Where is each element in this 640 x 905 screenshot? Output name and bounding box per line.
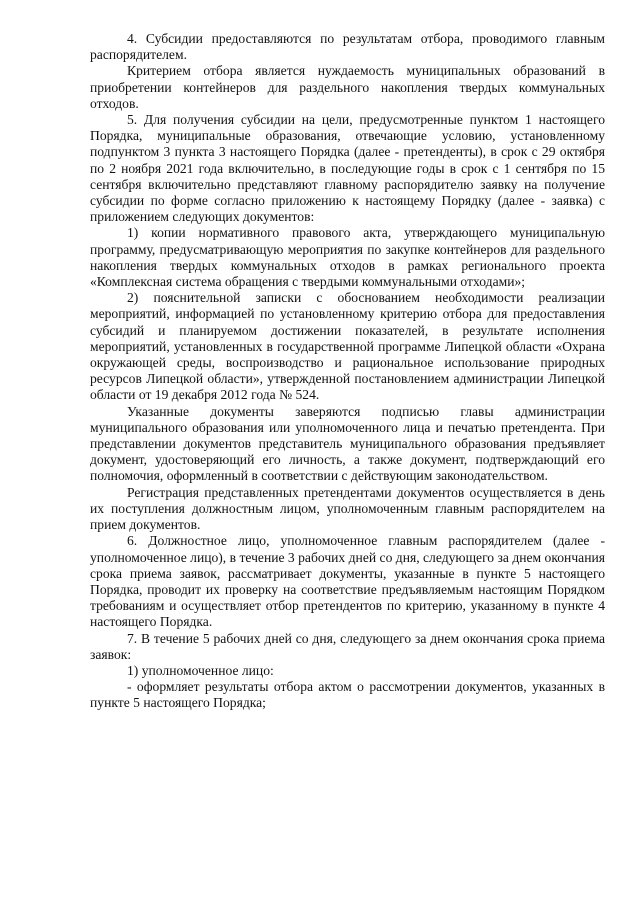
- paragraph-dash-selection-act: - оформляет результаты отбора актом о рассмотрении документов, указанных в пункте 5 настоящего Порядка;: [90, 679, 605, 711]
- document-page: [90, 31, 605, 712]
- paragraph-subitem-2-explanatory-note: 2) пояснительной записки с обоснованием необходимости реализации мероприятий, информацией по установленному критерию отбора для предоставления субсидий и планируемом достижении показателей, в результате исполнения мероприятий, установленных в государственной программе Липецкой области «Охрана окружающей среды, воспроизводство и рациональное использование природных ресурсов Липецкой области», утвержденной постановлением администрации Липецкой области от 19 декабря 2012 года № 524.: [90, 290, 605, 403]
- paragraph-subitem-1-legal-act: 1) копии нормативного правового акта, утверждающего муниципальную программу, предусматривающую мероприятия по закупке контейнеров для раздельного накопления твердых коммунальных отходов в рамках регионального проекта «Комплексная система обращения с твердыми коммунальными отходами»;: [90, 225, 605, 290]
- paragraph-item-4-subsidies: 4. Субсидии предоставляются по результатам отбора, проводимого главным распорядителем.: [90, 31, 605, 63]
- paragraph-item-5-application: 5. Для получения субсидии на цели, предусмотренные пунктом 1 настоящего Порядка, муниципальные образования, отвечающие условию, установленному подпунктом 3 пункта 3 настоящего Порядка (далее - претенденты), в срок с 29 октября по 2 ноября 2021 года включительно, в последующие годы в срок с 1 сентября по 15 сентября включительно представляют главному распорядителю заявку на получение субсидии по форме согласно приложению к настоящему Порядку (далее - заявка) с приложением следующих документов:: [90, 112, 605, 225]
- paragraph-document-certification: Указанные документы заверяются подписью главы администрации муниципального образования или уполномоченного лица и печатью претендента. При представлении документов представитель муниципального образования предъявляет документ, удостоверяющий его личность, а также документ, подтверждающий его полномочия, оформленный в соответствии с действующим законодательством.: [90, 403, 605, 484]
- paragraph-item-6-review: 6. Должностное лицо, уполномоченное главным распорядителем (далее - уполномоченное лицо), в течение 3 рабочих дней со дня, следующего за днем окончания срока приема заявок, рассматривает документы, указанные в пункте 5 настоящего Порядка, проводит их проверку на соответствие предъявляемым настоящим Порядком требованиям и осуществляет отбор претендентов по критерию, указанному в пункте 4 настоящего Порядка.: [90, 533, 605, 630]
- paragraph-selection-criterion: Критерием отбора является нуждаемость муниципальных образований в приобретении контейнеров для раздельного накопления твердых коммунальных отходов.: [90, 63, 605, 111]
- paragraph-subitem-1-authorized-person: 1) уполномоченное лицо:: [127, 662, 274, 678]
- paragraph-item-7-deadline: 7. В течение 5 рабочих дней со дня, следующего за днем окончания срока приема заявок:: [90, 630, 605, 662]
- paragraph-document-registration: Регистрация представленных претендентами документов осуществляется в день их поступления должностным лицом, уполномоченным главным распорядителем на прием документов.: [90, 484, 605, 533]
